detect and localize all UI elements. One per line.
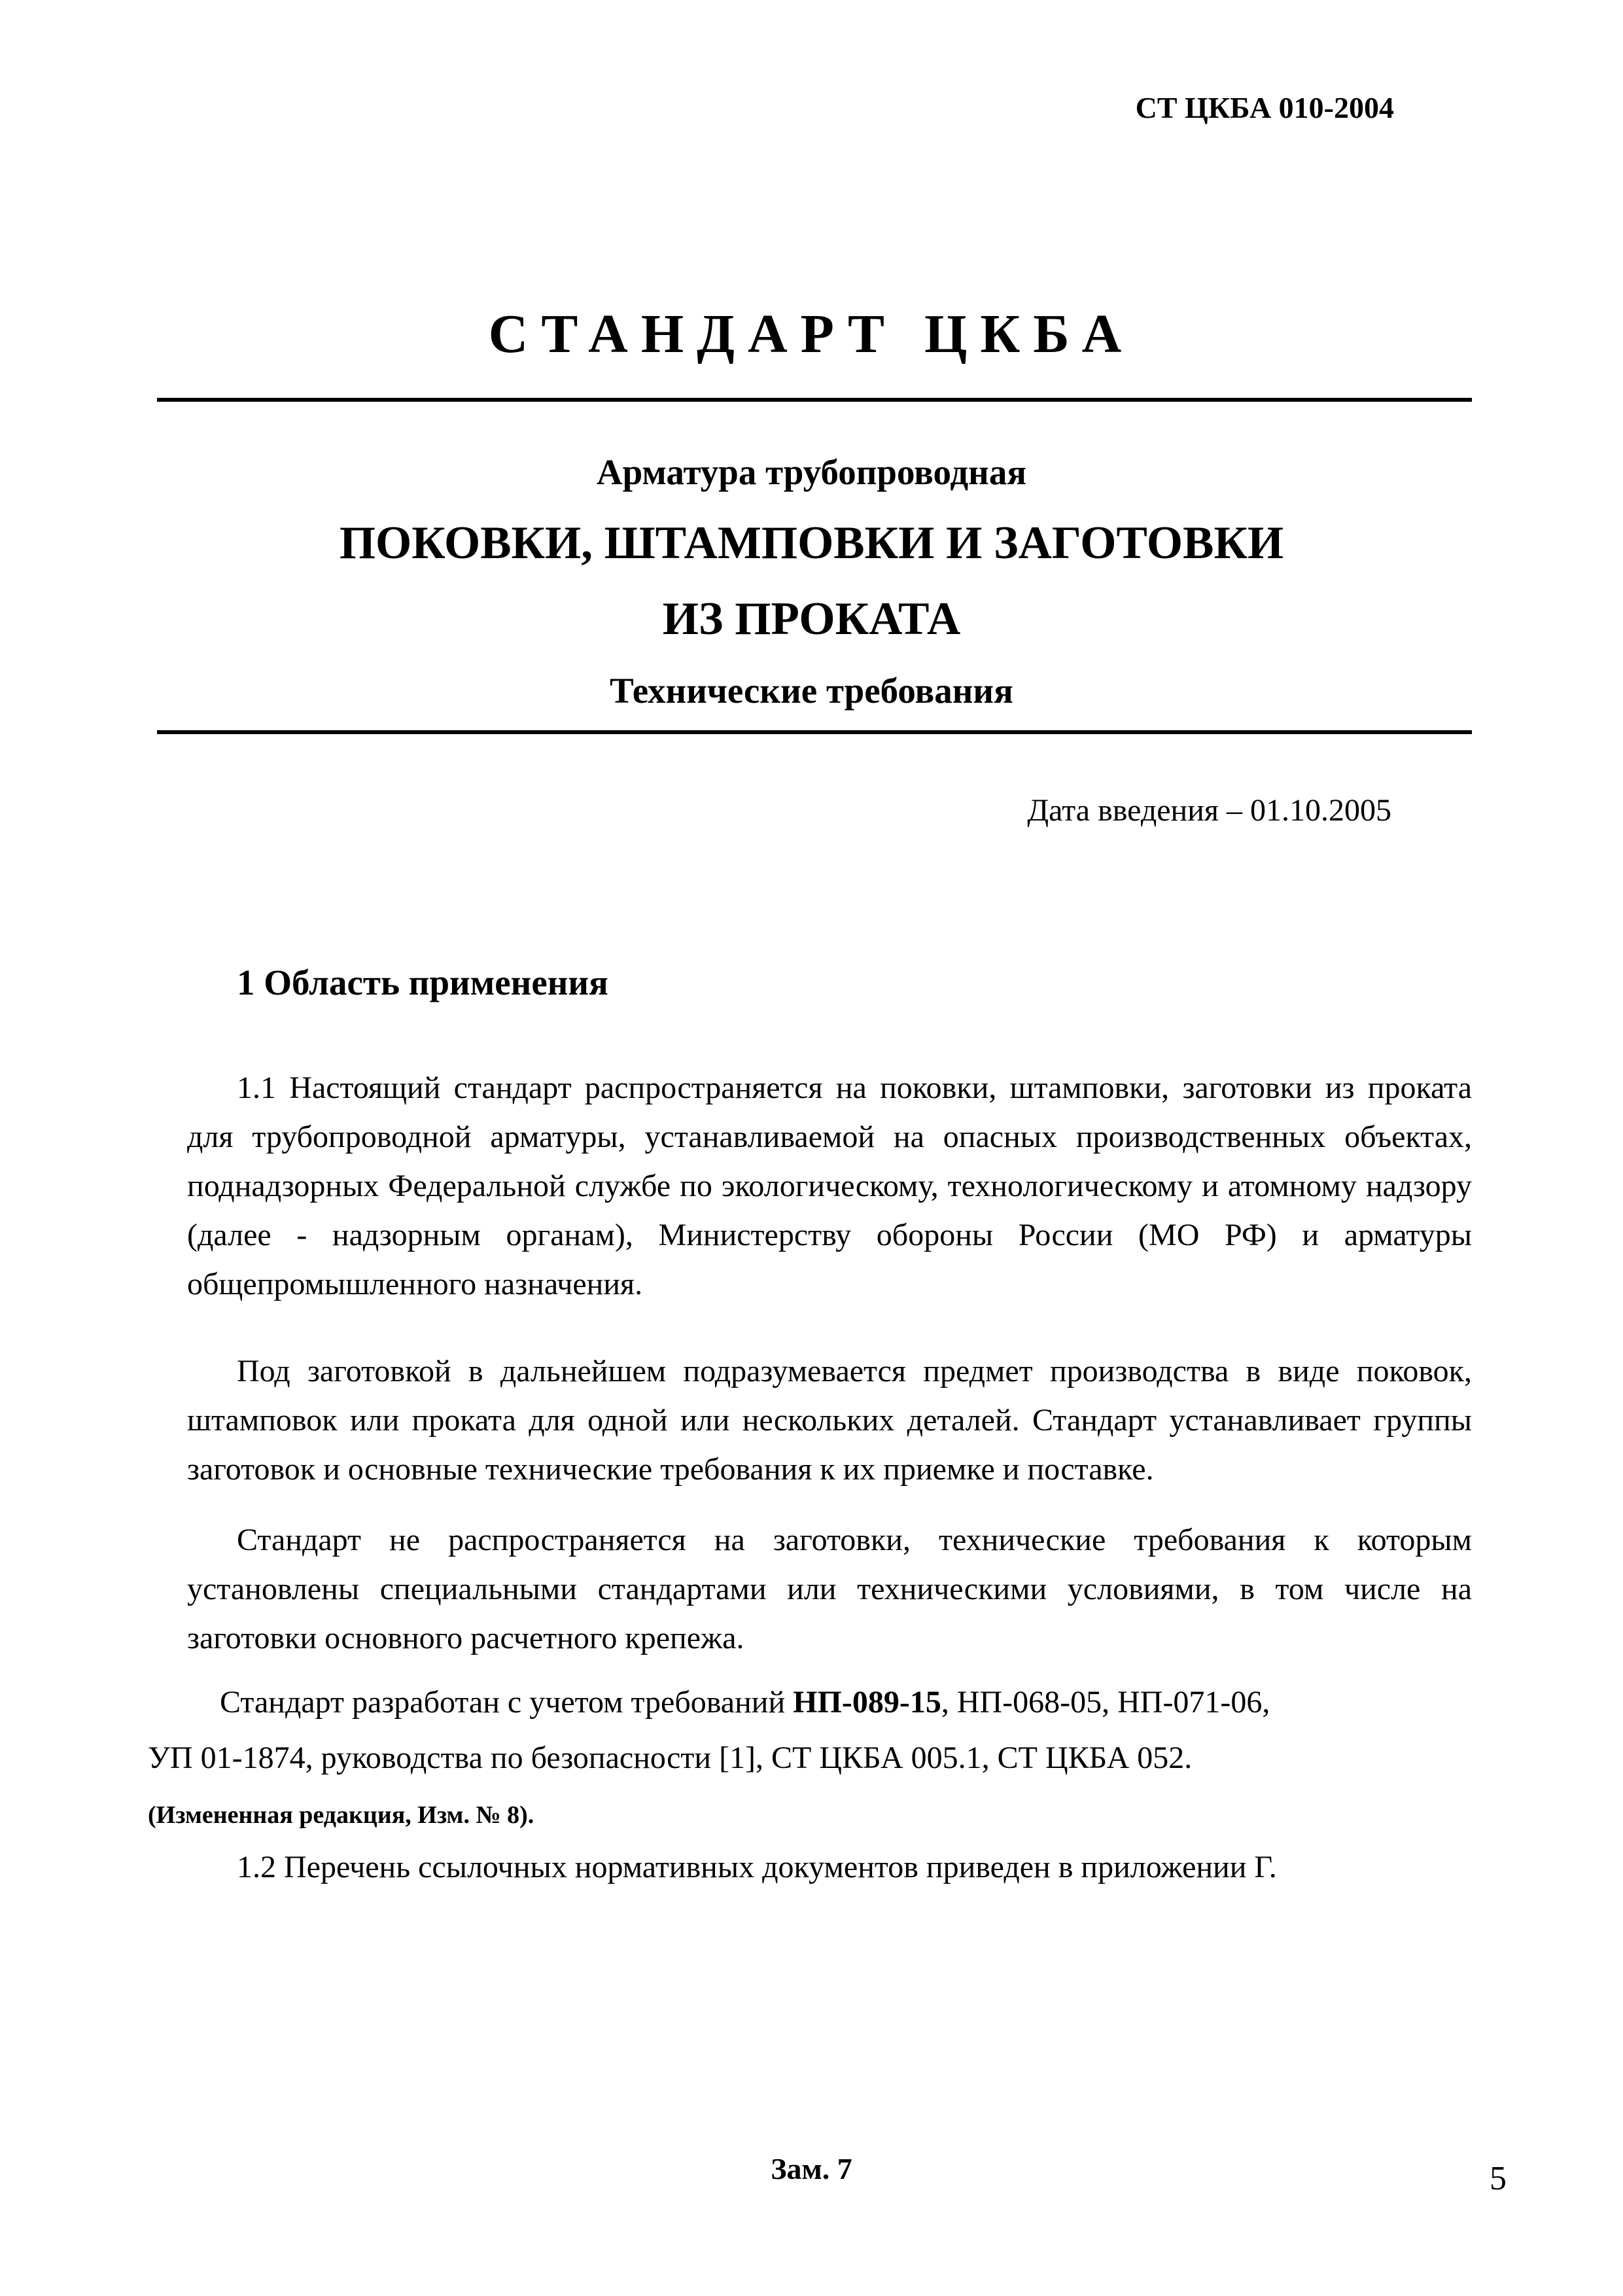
paragraph-blank-definition: Под заготовкой в дальнейшем подразумевается предмет производства в виде поковок, штамповок или проката для одной или нескольких деталей. Стандарт устанавливает группы заготовок и основные технические требования к их приемке и поставке.	[187, 1354, 1472, 1487]
document-title-line-2: ИЗ ПРОКАТА	[662, 593, 961, 645]
basis-prefix: Стандарт разработан с учетом требований	[220, 1685, 794, 1720]
paragraph-basis-line-1	[220, 1684, 1270, 1720]
paragraph-1-1: 1.1 Настоящий стандарт распространяется на поковки, штамповки, заготовки из проката для трубопроводной арматуры, устанавливаемой на опасных производственных объектах, поднадзорных Федеральной службе по экологическому, технологическому и атомному надзору (далее - надзорным органам), Министерству обороны России (МО РФ) и арматуры общепромышленного назначения.	[187, 1070, 1472, 1301]
paragraph-basis-line-2: УП 01-1874, руководства по безопасности [1], СТ ЦКБА 005.1, СТ ЦКБА 052.	[148, 1740, 1193, 1775]
document-subtitle-2: Технические требования	[610, 671, 1013, 711]
standard-title: СТАНДАРТ ЦКБА	[488, 304, 1135, 364]
basis-reference-bold: НП-089-15	[793, 1685, 941, 1720]
title-rule-top	[157, 398, 1472, 402]
page-number: 5	[1490, 2160, 1507, 2197]
amendment-note: (Измененная редакция, Изм. № 8).	[148, 1801, 534, 1829]
title-rule-bottom	[157, 730, 1472, 734]
document-code: СТ ЦКБА 010-2004	[1135, 91, 1394, 124]
document-title-line-1: ПОКОВКИ, ШТАМПОВКИ И ЗАГОТОВКИ	[339, 518, 1284, 569]
section-heading: 1 Область применения	[237, 963, 608, 1002]
introduction-date: Дата введения – 01.10.2005	[1027, 793, 1391, 828]
paragraph-1-2: 1.2 Перечень ссылочных нормативных документов приведен в приложении Г.	[237, 1850, 1277, 1884]
basis-suffix: , НП-068-05, НП-071-06,	[941, 1685, 1270, 1720]
change-note: Зам. 7	[771, 2152, 852, 2185]
paragraph-exclusions: Стандарт не распространяется на заготовки, технические требования к которым установлены специальными стандартами или техническими условиями, в том числе на заготовки основного расчетного крепежа.	[187, 1523, 1472, 1655]
document-subtitle: Арматура трубопроводная	[596, 452, 1027, 492]
